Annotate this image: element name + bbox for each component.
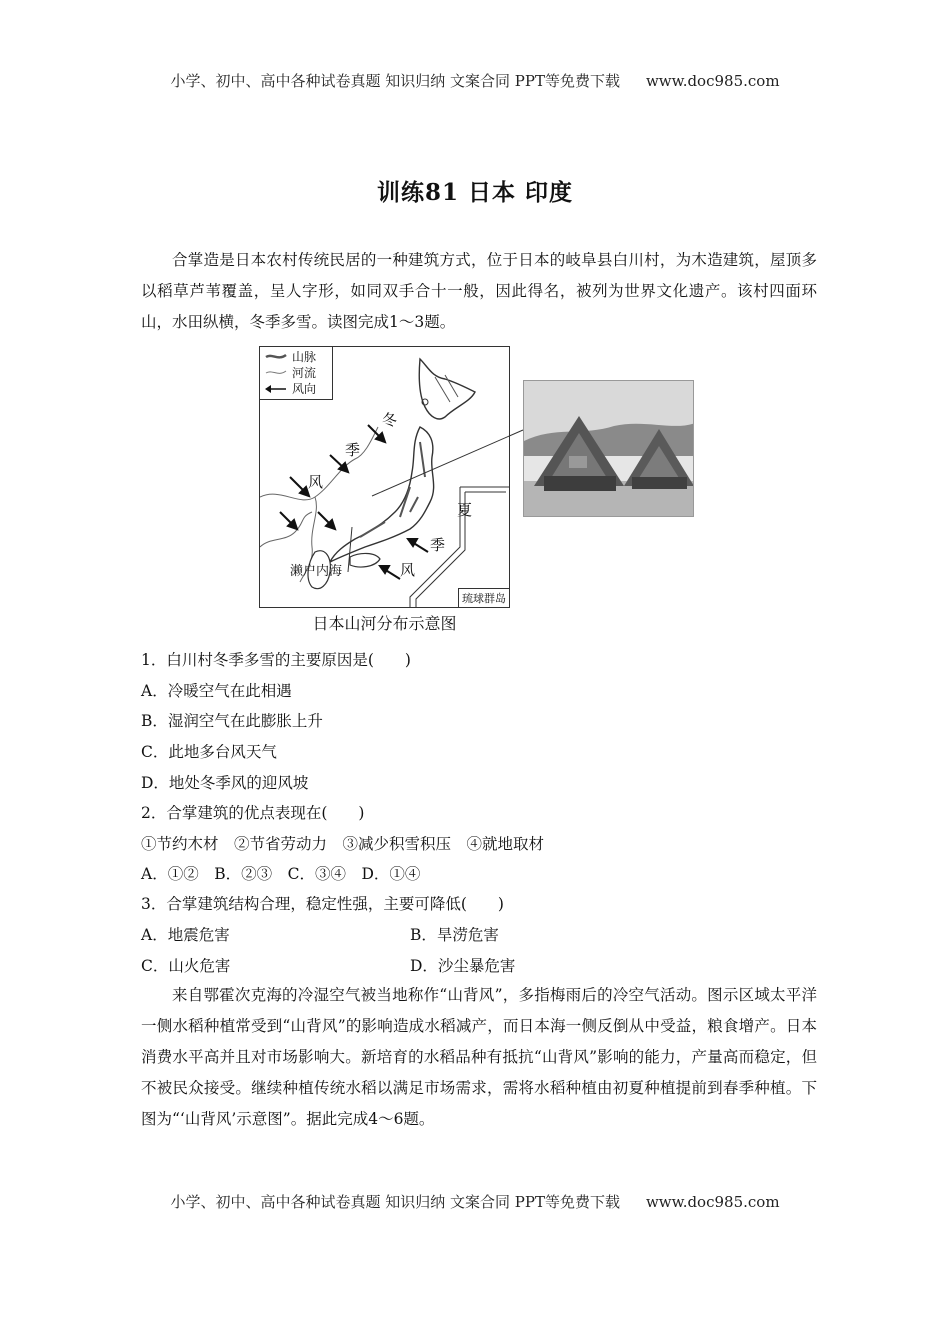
q3-option-d[interactable]: D．沙尘暴危害: [410, 957, 516, 975]
japan-map-figure: [259, 346, 510, 608]
intro-paragraph-2: 来自鄂霍次克海的冷湿空气被当地称作“山背风”，多指梅雨后的冷空气活动。图示区域太平洋一侧水稻种植常受到“山背风”的影响造成水稻减产，而日本海一侧反倒从中受益，粮食增产。日本消费水平高并且对市场影响大。新培育的水稻品种有抵抗“山背风”影响的能力，产量高而稳定，但不被民众接受。继续种植传统水稻以满足市场需求，需将水稻种植由初夏种植提前到春季种植。下图为“‘山背风’示意图”。据此完成4～6题。: [141, 986, 817, 1128]
summer-label-1: 夏: [457, 501, 473, 519]
q1-stem: 1．白川村冬季多雪的主要原因是( ): [141, 651, 411, 669]
gassho-house-photo: [523, 380, 694, 517]
winter-label-3: 风: [308, 473, 324, 491]
q1-option-a[interactable]: A．冷暖空气在此相遇: [141, 682, 292, 700]
intro-paragraph-1: 合掌造是日本农村传统民居的一种建筑方式，位于日本的岐阜县白川村，为木造建筑，屋顶多以稻草芦苇覆盖，呈人字形，如同双手合十一般，因此得名，被列为世界文化遗产。该村四面环山，水田纵横，冬季多雪。读图完成1～3题。: [141, 251, 817, 331]
footer-url[interactable]: www.doc985.com: [645, 1193, 780, 1211]
q2-items: ①节约木材 ②节省劳动力 ③减少积雪积压 ④就地取材: [141, 835, 545, 853]
legend-mountain: 山脉: [292, 350, 317, 364]
winter-label-2: 季: [345, 441, 361, 459]
footer-text: 小学、初中、高中各种试卷真题 知识归纳 文案合同 PPT等免费下载: [170, 1193, 620, 1211]
q1-option-d[interactable]: D．地处冬季风的迎风坡: [141, 774, 309, 792]
q1-option-c[interactable]: C．此地多台风天气: [141, 743, 277, 761]
legend-river: 河流: [292, 366, 317, 380]
map-legend: [260, 347, 333, 400]
page-header: [0, 70, 950, 91]
summer-label-3: 风: [400, 561, 416, 579]
q2-options[interactable]: A．①② B．②③ C．③④ D．①④: [141, 865, 421, 883]
summer-label-2: 季: [430, 536, 446, 554]
page-title: 训练81 日本 印度: [376, 179, 574, 206]
q3-option-c[interactable]: C．山火危害: [141, 957, 231, 975]
q1-option-b[interactable]: B．湿润空气在此膨胀上升: [141, 712, 323, 730]
ryukyu-inset-label: 琉球群岛: [458, 588, 509, 607]
header-url[interactable]: www.doc985.com: [645, 72, 780, 90]
header-text: 小学、初中、高中各种试卷真题 知识归纳 文案合同 PPT等免费下载: [170, 72, 620, 90]
map-caption: 日本山河分布示意图: [312, 614, 457, 633]
seto-inland-sea-label: 濑户内海: [290, 564, 343, 579]
q3-option-a[interactable]: A．地震危害: [141, 926, 230, 944]
q3-option-b[interactable]: B．旱涝危害: [410, 926, 499, 944]
q2-stem: 2．合掌建筑的优点表现在( ): [141, 804, 365, 822]
page-footer: [0, 1191, 950, 1212]
gassho-house-illustration: [524, 381, 694, 517]
winter-label-1: 冬: [382, 411, 398, 429]
legend-wind: 风向: [292, 382, 317, 396]
q3-stem: 3．合掌建筑结构合理，稳定性强，主要可降低( ): [141, 895, 504, 913]
